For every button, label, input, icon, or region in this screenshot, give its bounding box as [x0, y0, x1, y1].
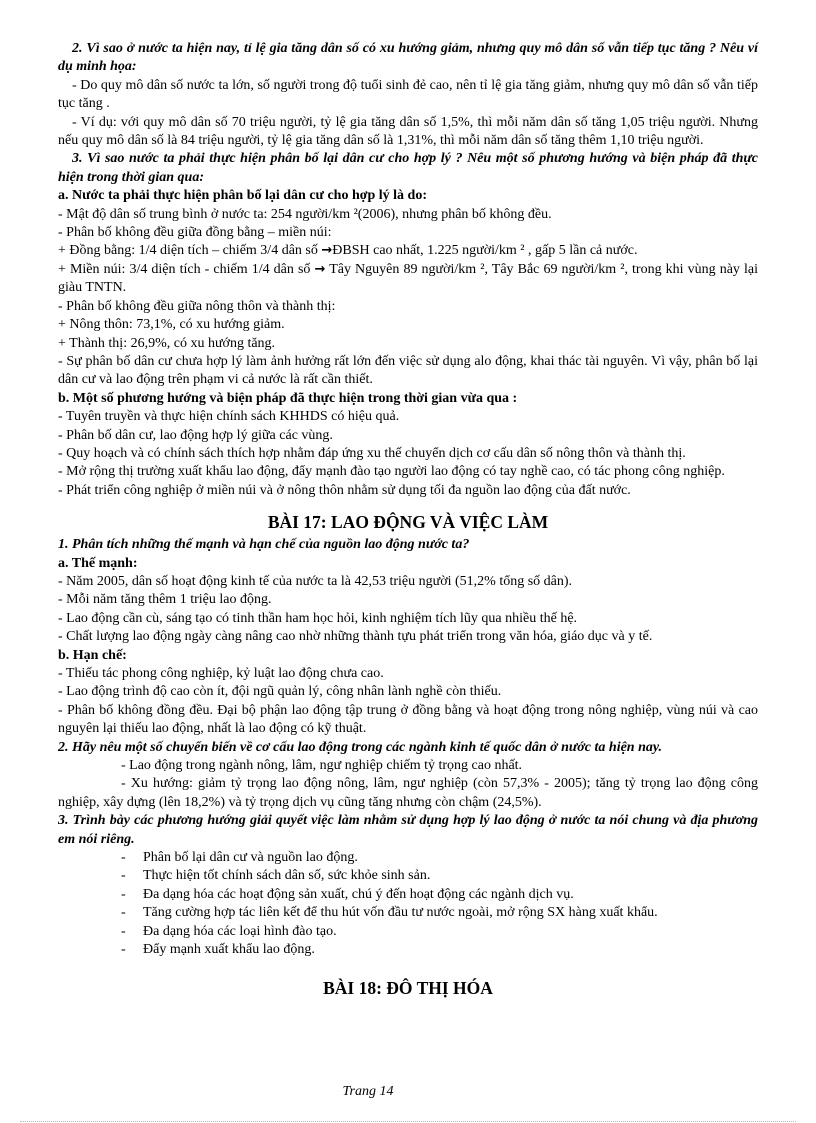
q3-b-line: - Mở rộng thị trường xuất khẩu lao động, đẩy mạnh đào tạo người lao động có tay nghề cao, có tác phong công nghiệp.: [58, 464, 725, 480]
list-dash: -: [121, 923, 126, 939]
arrow-right-icon: →: [314, 261, 326, 277]
list-dash: -: [121, 942, 126, 958]
mountain-text: + Miền núi: 3/4 diện tích - chiếm 1/4 dân số: [58, 261, 315, 277]
q2-paragraph: - Do quy mô dân số nước ta lớn, số người trong độ tuổi sinh đẻ cao, nên tỉ lệ gia tăng giảm, nhưng quy mô dân số vẫn tiếp tục tăng .: [58, 77, 758, 112]
mountain-text: Tây Nguyên 89 người/km ², Tây Bắc 69 người/km ², trong khi vùng này lại giàu TNTN.: [58, 261, 758, 296]
mountain-line: [58, 261, 758, 298]
plain-delta-text: ĐBSH cao nhất, 1.225 người/km ² , gấp 5 lần cả nước.: [332, 243, 638, 259]
q2-paragraph: - Ví dụ: với quy mô dân số 70 triệu người, tỷ lệ gia tăng dân số 1,5%, thì mỗi năm dân số tăng 1,05 triệu người. Nhưng nếu quy mô dân số là 84 triệu người, tỷ lệ gia tăng dân số là 1,31%, thì mỗi năm dân số tăng thêm 1,10 triệu người.: [58, 114, 758, 149]
b17-b-line: - Lao động trình độ cao còn ít, đội ngũ quản lý, công nhân lành nghề còn thiếu.: [58, 684, 502, 700]
b17-b-line: - Phân bố không đồng đều. Đại bộ phận lao động tập trung ở đồng bằng và hoạt động trong nông nghiệp, vùng núi và cao nguyên lại thiếu lao động, nhất là lao động có kỹ thuật.: [58, 702, 758, 737]
list-item: [58, 849, 758, 867]
q3-b-heading: b. Một số phương hướng và biện pháp đã thực hiện trong thời gian vừa qua :: [58, 390, 518, 406]
list-item-text: Thực hiện tốt chính sách dân số, sức khỏe sinh sản.: [143, 868, 431, 884]
q3-line: - Phân bố không đều giữa đồng bằng – miền núi:: [58, 225, 332, 241]
plain-delta-text: + Đồng bằng: 1/4 diện tích – chiếm 3/4 dân số: [58, 243, 322, 259]
list-dash: -: [121, 905, 126, 921]
lesson-18-title: BÀI 18: ĐÔ THỊ HÓA: [323, 977, 493, 998]
list-item: [58, 886, 758, 904]
q3-b-line: - Phát triển công nghiệp ở miền núi và ở nông thôn nhằm sử dụng tối đa nguồn lao động của đất nước.: [58, 482, 631, 498]
list-dash: -: [121, 850, 126, 866]
document-page: [58, 40, 758, 1002]
q3-b-line: - Tuyên truyền và thực hiện chính sách KHHDS có hiệu quả.: [58, 409, 400, 425]
page-number: Trang 14: [342, 1084, 394, 1099]
b17-a-line: - Năm 2005, dân số hoạt động kinh tế của nước ta là 42,53 triệu người (51,2% tổng số dân).: [58, 573, 573, 589]
list-item-text: Đẩy mạnh xuất khẩu lao động.: [143, 942, 315, 958]
q2-heading: 2. Vì sao ở nước ta hiện nay, tỉ lệ gia tăng dân số có xu hướng giảm, nhưng quy mô dân số vẫn tiếp tục tăng ? Nêu ví dụ minh họa:: [58, 41, 758, 75]
list-item: [58, 904, 758, 922]
list-item-text: Đa dạng hóa các loại hình đào tạo.: [143, 923, 337, 939]
q3-line: - Sự phân bố dân cư chưa hợp lý làm ảnh hưởng rất lớn đến việc sử dụng alo động, khai thác tài nguyên. Vì vậy, phân bố lại dân cư và lao động trên phạm vi cả nước là rất cần thiết.: [58, 353, 758, 388]
q3-line: - Phân bố không đều giữa nông thôn và thành thị:: [58, 298, 336, 314]
q3-heading: 3. Vì sao nước ta phải thực hiện phân bố lại dân cư cho hợp lý ? Nêu một số phương hướng và biện pháp đã thực hiện trong thời gian qua:: [58, 151, 758, 185]
b17-a-line: - Chất lượng lao động ngày càng nâng cao nhờ những thành tựu phát triển trong văn hóa, giáo dục và y tế.: [58, 629, 653, 645]
b17-q1-heading: 1. Phân tích những thế mạnh và hạn chế của nguồn lao động nước ta?: [58, 537, 470, 553]
arrow-right-icon: →: [321, 243, 333, 259]
q3-line: + Thành thị: 26,9%, có xu hướng tăng.: [58, 335, 276, 351]
page-divider: [20, 1121, 796, 1122]
b17-a-line: - Lao động cần cù, sáng tạo có tinh thần ham học hỏi, kinh nghiệm tích lũy qua nhiều thế hệ.: [58, 610, 578, 626]
list-item-text: Tăng cường hợp tác liên kết để thu hút vốn đầu tư nước ngoài, mở rộng SX hàng xuất khẩu.: [143, 905, 658, 921]
list-item: [58, 923, 758, 941]
b17-a-heading: a. Thế mạnh:: [58, 555, 138, 571]
b17-q2-heading: 2. Hãy nêu một số chuyển biến về cơ cấu lao động trong các ngành kinh tế quốc dân ở nước ta hiện nay.: [58, 739, 663, 755]
b17-q3-heading: 3. Trình bày các phương hướng giải quyết việc làm nhằm sử dụng hợp lý lao động ở nước ta nói chung và địa phương em nói riêng.: [58, 813, 758, 847]
b17-q3-list: [58, 849, 758, 959]
lesson-17-title: BÀI 17: LAO ĐỘNG VÀ VIỆC LÀM: [267, 512, 549, 533]
list-dash: -: [121, 868, 126, 884]
q3-line: + Nông thôn: 73,1%, có xu hướng giảm.: [58, 317, 285, 333]
q3-b-line: - Quy hoạch và có chính sách thích hợp nhằm đáp ứng xu thế chuyển dịch cơ cấu dân số nông thôn và thành thị.: [58, 445, 686, 461]
b17-b-heading: b. Hạn chế:: [58, 647, 127, 663]
b17-a-line: - Mỗi năm tăng thêm 1 triệu lao động.: [58, 592, 272, 608]
q3-line: - Mật độ dân số trung bình ở nước ta: 254 người/km ²(2006), nhưng phân bố không đều.: [58, 206, 552, 222]
list-item-text: Đa dạng hóa các hoạt động sản xuất, chú ý đến hoạt động các ngành dịch vụ.: [143, 886, 574, 902]
b17-q2-line: - Xu hướng: giảm tỷ trọng lao động nông, lâm, ngư nghiệp (còn 57,3% - 2005); tăng tỷ trọng lao động công nghiệp, xây dựng (lên 18,2%) và tỷ trọng dịch vụ cũng tăng nhưng còn chậm (24,5%).: [58, 776, 758, 810]
list-item: [58, 941, 758, 959]
b17-b-line: - Thiếu tác phong công nghiệp, kỷ luật lao động chưa cao.: [58, 666, 384, 681]
q3-b-line: - Phân bố dân cư, lao động hợp lý giữa các vùng.: [58, 427, 333, 443]
list-dash: -: [121, 886, 126, 902]
b17-q2-line: - Lao động trong ngành nông, lâm, ngư nghiệp chiếm tỷ trọng cao nhất.: [121, 758, 523, 774]
plain-delta-line: [58, 242, 758, 260]
q3-a-heading: a. Nước ta phải thực hiện phân bố lại dân cư cho hợp lý là do:: [58, 188, 428, 204]
list-item: [58, 867, 758, 885]
list-item-text: Phân bố lại dân cư và nguồn lao động.: [143, 850, 358, 866]
